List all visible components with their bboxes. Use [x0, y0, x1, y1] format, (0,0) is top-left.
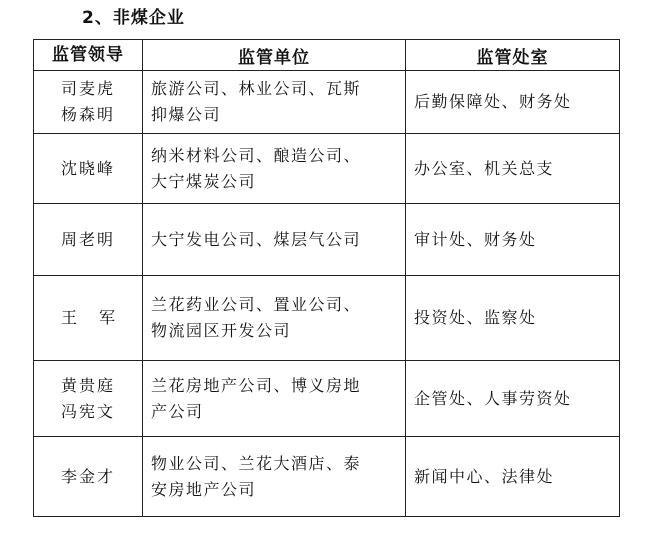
office-cell: 新闻中心、法律处 — [406, 437, 620, 517]
unit-text-line: 纳米材料公司、酿造公司、 — [151, 145, 362, 165]
unit-text-line: 大宁煤炭公司 — [151, 171, 257, 191]
leader-name: 李金才 — [60, 466, 115, 486]
unit-cell — [143, 134, 406, 204]
office-cell: 审计处、财务处 — [406, 204, 620, 276]
table-header-row — [34, 40, 620, 71]
header-office: 监管处室 — [406, 40, 620, 71]
unit-text-line: 物业公司、兰花大酒店、泰 — [151, 453, 362, 473]
unit-text-line: 大宁发电公司、煤层气公司 — [151, 229, 362, 249]
leader-name: 杨森明 — [60, 105, 115, 124]
office-cell: 企管处、人事劳资处 — [406, 361, 620, 437]
unit-text-line: 兰花药业公司、置业公司、 — [151, 295, 362, 314]
unit-text-line: 旅游公司、林业公司、瓦斯 — [151, 79, 362, 98]
leader-cell — [34, 71, 143, 134]
leader-name: 冯宪文 — [60, 401, 115, 421]
table-row — [34, 276, 620, 361]
unit-text-line: 抑爆公司 — [151, 105, 222, 124]
unit-cell — [143, 71, 406, 134]
office-cell: 投资处、监察处 — [406, 276, 620, 361]
unit-cell — [143, 437, 406, 517]
unit-text-line: 兰花房地产公司、博义房地 — [151, 375, 362, 395]
unit-cell — [143, 361, 406, 437]
unit-text-line: 产公司 — [151, 401, 204, 421]
leader-cell — [34, 204, 143, 276]
leader-name: 黄贵庭 — [60, 375, 115, 395]
leader-name: 周老明 — [60, 229, 115, 249]
leader-name: 司麦虎 — [60, 79, 115, 98]
leader-cell — [34, 134, 143, 204]
unit-text-line: 物流园区开发公司 — [151, 321, 292, 340]
table-row — [34, 71, 620, 134]
leader-name: 沈晓峰 — [60, 158, 115, 178]
leader-cell — [34, 276, 143, 361]
table-row — [34, 204, 620, 276]
header-leader: 监管领导 — [34, 40, 143, 71]
office-cell: 后勤保障处、财务处 — [406, 71, 620, 134]
leader-cell — [34, 437, 143, 517]
unit-cell — [143, 204, 406, 276]
section-title: 2、非煤企业 — [82, 8, 185, 28]
table-row — [34, 437, 620, 517]
table-row — [34, 134, 620, 204]
table-row — [34, 361, 620, 437]
office-cell: 办公室、机关总支 — [406, 134, 620, 204]
leader-cell — [34, 361, 143, 437]
leader-name: 王军 — [60, 308, 137, 327]
unit-cell — [143, 276, 406, 361]
header-unit: 监管单位 — [143, 40, 406, 71]
supervision-table — [33, 39, 620, 517]
unit-text-line: 安房地产公司 — [151, 479, 257, 499]
